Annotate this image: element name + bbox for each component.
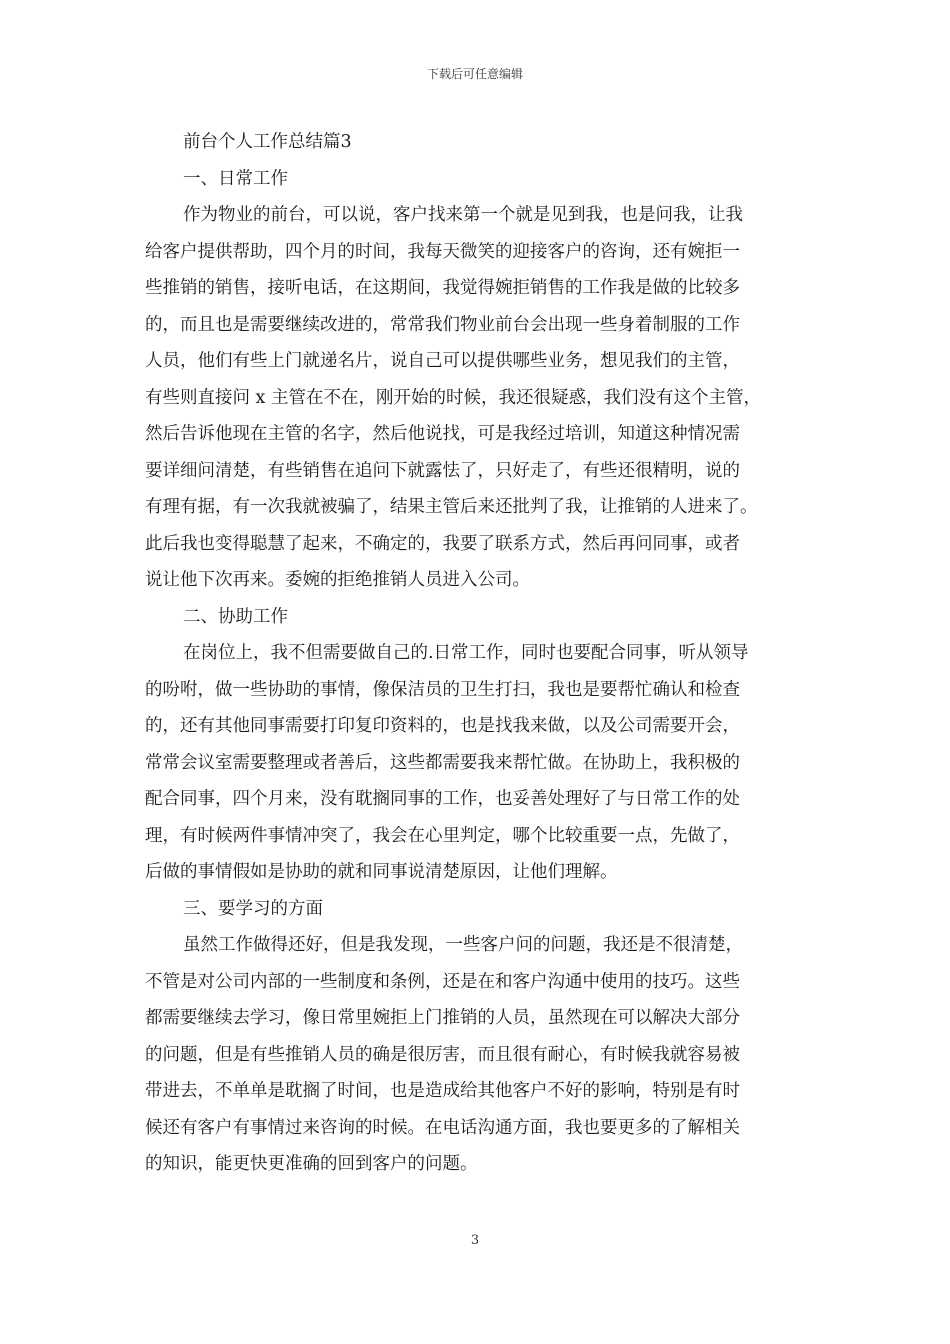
paragraph-line: 在岗位上，我不但需要做自己的.日常工作，同时也要配合同事，听从领导 <box>183 643 749 663</box>
section-heading: 三、要学习的方面 <box>183 898 323 919</box>
paragraph-line: 的，还有其他同事需要打印复印资料的，也是找我来做，以及公司需要开会， <box>145 716 740 736</box>
section-heading: 一、日常工作 <box>183 168 288 189</box>
paragraph-line: 人员，他们有些上门就递名片，说自己可以提供哪些业务，想见我们的主管， <box>145 351 740 371</box>
paragraph-line: 后做的事情假如是协助的就和同事说清楚原因，让他们理解。 <box>145 862 618 882</box>
paragraph-line: 带进去，不单单是耽搁了时间，也是造成给其他客户不好的影响，特别是有时 <box>145 1081 740 1101</box>
paragraph-line: 候还有客户有事情过来咨询的时候。在电话沟通方面，我也要更多的了解相关 <box>145 1117 740 1138</box>
section-heading: 二、协助工作 <box>183 606 288 627</box>
paragraph-line: 配合同事，四个月来，没有耽搁同事的工作，也妥善处理好了与日常工作的处 <box>145 789 740 809</box>
page-header: 下载后可任意编辑 <box>426 67 523 81</box>
document-body <box>145 124 817 1183</box>
section-paragraph <box>145 927 817 1183</box>
section-paragraph <box>145 197 817 599</box>
page-number: 3 <box>470 1233 480 1248</box>
paragraph-line: 说让他下次再来。委婉的拒绝推销人员进入公司。 <box>145 570 530 590</box>
section-paragraph <box>145 635 817 891</box>
paragraph-line: 有理有据，有一次我就被骗了，结果主管后来还批判了我，让推销的人进来了。 <box>145 497 758 517</box>
paragraph-line: 理，有时候两件事情冲突了，我会在心里判定，哪个比较重要一点，先做了， <box>145 825 740 846</box>
paragraph-line: 的知识，能更快更准确的回到客户的问题。 <box>145 1154 478 1174</box>
paragraph-line: 常常会议室需要整理或者善后，这些都需要我来帮忙做。在协助上，我积极的 <box>145 752 740 773</box>
paragraph-line: 的，而且也是需要继续改进的，常常我们物业前台会出现一些身着制服的工作 <box>145 314 740 335</box>
paragraph-line: 的问题，但是有些推销人员的确是很厉害，而且很有耐心，有时候我就容易被 <box>145 1044 740 1065</box>
paragraph-line: 都需要继续去学习，像日常里婉拒上门推销的人员，虽然现在可以解决大部分 <box>145 1008 740 1028</box>
paragraph-line: 此后我也变得聪慧了起来，不确定的，我要了联系方式，然后再问同事，或者 <box>145 533 740 554</box>
paragraph-line: 作为物业的前台，可以说，客户找来第一个就是见到我，也是问我，让我 <box>183 205 743 225</box>
paragraph-line: 些推销的销售，接听电话，在这期间，我觉得婉拒销售的工作我是做的比较多 <box>145 278 740 298</box>
paragraph-line: 不管是对公司内部的一些制度和条例，还是在和客户沟通中使用的技巧。这些 <box>145 971 740 992</box>
paragraph-line: 虽然工作做得还好，但是我发现，一些客户问的问题，我还是不很清楚， <box>183 935 743 955</box>
document-title: 前台个人工作总结篇3 <box>183 132 352 152</box>
paragraph-line: 要详细问清楚，有些销售在追问下就露怯了，只好走了，有些还很精明，说的 <box>145 460 740 481</box>
paragraph-line: 的吩咐，做一些协助的事情，像保洁员的卫生打扫，我也是要帮忙确认和检查 <box>145 679 740 700</box>
paragraph-line: 给客户提供帮助，四个月的时间，我每天微笑的迎接客户的咨询，还有婉拒一 <box>145 241 740 262</box>
paragraph-line: 有些则直接问 x 主管在不在，刚开始的时候，我还很疑惑，我们没有这个主管， <box>145 387 761 408</box>
paragraph-line: 然后告诉他现在主管的名字，然后他说找，可是我经过培训，知道这种情况需 <box>145 424 740 444</box>
